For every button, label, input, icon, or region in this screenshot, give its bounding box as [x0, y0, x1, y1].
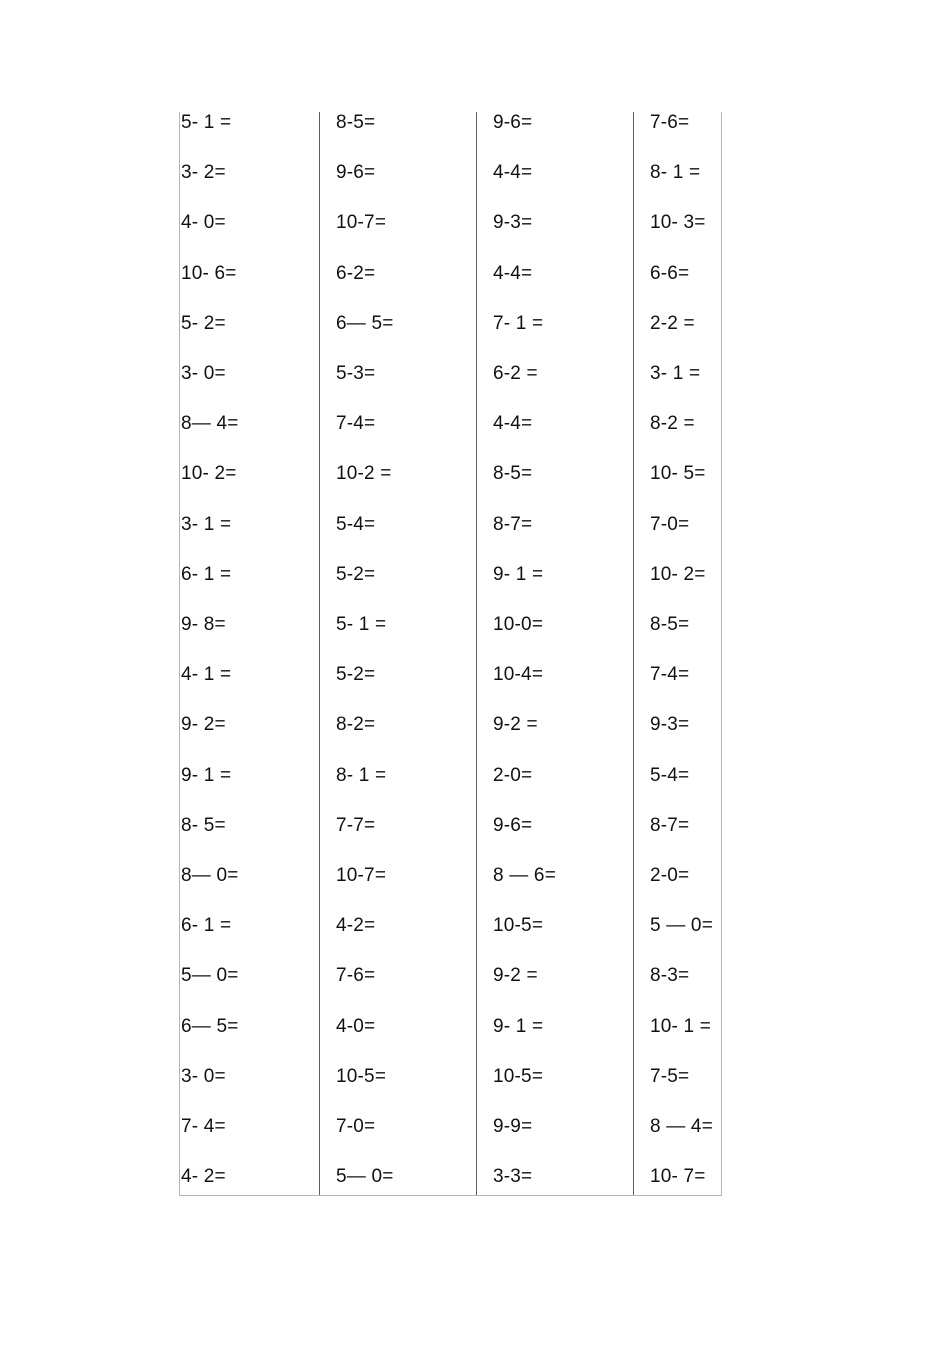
- problem-item: 3- 1 =: [650, 363, 701, 384]
- problem-item: 5- 1 =: [336, 614, 387, 635]
- problem-item: 7-6=: [336, 965, 376, 987]
- problem-item: 8-5=: [493, 463, 533, 485]
- problem-item: 6- 1 =: [181, 915, 232, 937]
- problem-item: 10- 1 =: [650, 1015, 712, 1037]
- problem-item: 4- 0=: [181, 212, 226, 234]
- problem-item: 10-4=: [493, 664, 544, 686]
- problem-item: 9-2 =: [493, 714, 538, 736]
- problem-item: 5— 0=: [336, 1166, 394, 1188]
- problem-item: 7-4=: [650, 664, 690, 686]
- problem-item: 9-6=: [493, 112, 533, 133]
- problem-item: 8- 5=: [181, 814, 226, 836]
- problem-item: 3-3=: [493, 1166, 533, 1188]
- problem-item: 10-5=: [493, 915, 544, 937]
- problem-item: 6-2=: [336, 262, 376, 284]
- problem-item: 5-2=: [336, 664, 376, 686]
- problem-item: 8- 1 =: [336, 764, 387, 786]
- problem-item: 8-7=: [650, 814, 690, 836]
- problem-item: 10- 3=: [650, 212, 706, 234]
- problem-item: 8 — 6=: [493, 865, 556, 886]
- problem-item: 10- 7=: [650, 1166, 706, 1188]
- problem-item: 9- 8=: [181, 614, 226, 635]
- problem-item: 4-4=: [493, 162, 533, 184]
- problem-item: 10-7=: [336, 212, 387, 234]
- problem-item: 8-2=: [336, 714, 376, 736]
- problem-item: 3- 2=: [181, 162, 226, 184]
- problem-item: 10-5=: [336, 1065, 387, 1087]
- problem-item: 5-3=: [336, 363, 376, 384]
- problem-item: 9-3=: [493, 212, 533, 234]
- problem-item: 7-5=: [650, 1065, 690, 1087]
- problem-item: 5— 0=: [181, 965, 239, 987]
- problem-item: 4-4=: [493, 413, 533, 435]
- problem-item: 10-2 =: [336, 463, 392, 485]
- problem-item: 8— 4=: [181, 413, 239, 435]
- problem-item: 10- 2=: [181, 463, 237, 485]
- problem-item: 8-7=: [493, 513, 533, 535]
- problem-item: 3- 0=: [181, 363, 226, 384]
- problem-item: 4- 2=: [181, 1166, 226, 1188]
- problem-item: 9-6=: [336, 162, 376, 184]
- problem-item: 5 — 0=: [650, 915, 713, 937]
- problem-item: 9- 1 =: [493, 1015, 544, 1037]
- problem-item: 3- 1 =: [181, 513, 232, 535]
- problem-item: 9- 2=: [181, 714, 226, 736]
- problem-column-3: [476, 112, 633, 1195]
- problem-item: 6— 5=: [336, 312, 394, 334]
- problem-item: 9-6=: [493, 814, 533, 836]
- problem-item: 8- 1 =: [650, 162, 701, 184]
- problem-item: 6— 5=: [181, 1015, 239, 1037]
- problem-column-1: [180, 112, 319, 1195]
- problem-item: 3- 0=: [181, 1065, 226, 1087]
- problem-item: 7- 4=: [181, 1116, 226, 1137]
- problem-item: 9-3=: [650, 714, 690, 736]
- problem-item: 8-2 =: [650, 413, 695, 435]
- problem-item: 4-0=: [336, 1015, 376, 1037]
- problem-item: 2-2 =: [650, 312, 695, 334]
- problem-item: 7-4=: [336, 413, 376, 435]
- problem-item: 6-6=: [650, 262, 690, 284]
- problem-item: 4-2=: [336, 915, 376, 937]
- subtraction-worksheet: [179, 112, 722, 1196]
- problem-item: 7-0=: [336, 1116, 376, 1137]
- problem-item: 6- 1 =: [181, 563, 232, 585]
- problem-item: 5-4=: [336, 513, 376, 535]
- problem-item: 10- 6=: [181, 262, 237, 284]
- problem-item: 9- 1 =: [181, 764, 232, 786]
- problem-item: 5-2=: [336, 563, 376, 585]
- problem-item: 10-0=: [493, 614, 544, 635]
- problem-item: 8 — 4=: [650, 1116, 713, 1137]
- problem-item: 2-0=: [493, 764, 533, 786]
- problem-item: 10-5=: [493, 1065, 544, 1087]
- problem-column-4: [633, 112, 721, 1195]
- problem-item: 10- 5=: [650, 463, 706, 485]
- problem-item: 5- 1 =: [181, 112, 232, 133]
- problem-item: 10- 2=: [650, 563, 706, 585]
- problem-item: 4-4=: [493, 262, 533, 284]
- problem-item: 9-2 =: [493, 965, 538, 987]
- problem-item: 2-0=: [650, 865, 690, 886]
- problem-item: 9- 1 =: [493, 563, 544, 585]
- problem-item: 8-5=: [650, 614, 690, 635]
- problem-item: 7- 1 =: [493, 312, 544, 334]
- problem-item: 7-6=: [650, 112, 690, 133]
- problem-item: 5-4=: [650, 764, 690, 786]
- problem-item: 5- 2=: [181, 312, 226, 334]
- problem-item: 7-0=: [650, 513, 690, 535]
- problem-item: 10-7=: [336, 865, 387, 886]
- problem-item: 4- 1 =: [181, 664, 232, 686]
- problem-item: 7-7=: [336, 814, 376, 836]
- problem-item: 9-9=: [493, 1116, 533, 1137]
- problem-item: 8— 0=: [181, 865, 239, 886]
- problem-column-2: [319, 112, 476, 1195]
- problem-item: 8-5=: [336, 112, 376, 133]
- problem-item: 6-2 =: [493, 363, 538, 384]
- problem-item: 8-3=: [650, 965, 690, 987]
